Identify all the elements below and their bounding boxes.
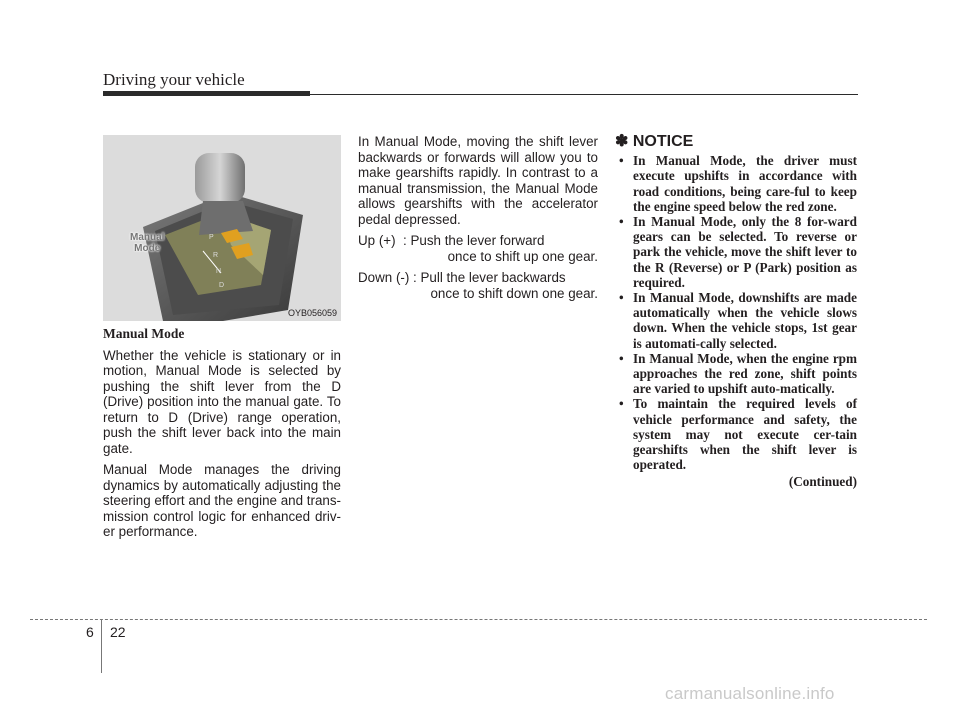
paragraph: Manual Mode manages the driving dynamics by automatically adjusting the steering effort and the engine and trans-mission control logic for enhanced driv-er performance. [103, 462, 341, 539]
svg-text:R: R [213, 252, 219, 259]
list-item: • In Manual Mode, only the 8 for-ward gears can be selected. To reverse or park the vehicle, move the shift lever to the R (Reverse) or P (Park) position as required. [619, 214, 857, 290]
svg-text:N: N [216, 268, 222, 275]
svg-text:P: P [209, 234, 214, 241]
column-1 [103, 326, 341, 540]
section-number: 6 [86, 624, 94, 640]
footer-rule [30, 619, 927, 620]
header-rule [310, 94, 858, 95]
notice-box [615, 134, 857, 490]
shift-lever-illustration [103, 135, 341, 321]
manual-mode-callout: Manual Mode [130, 232, 165, 254]
page-number: 22 [110, 624, 126, 640]
footer-divider [101, 619, 102, 673]
notice-star-icon: ✽ [615, 133, 629, 150]
notice-list [615, 153, 857, 472]
up-definition: Up (+) : Push the lever forward once to shift up one gear. [358, 233, 598, 264]
paragraph: Whether the vehicle is stationary or in motion, Manual Mode is selected by pushing the shift lever from the D (Drive) position into the manual gate. To return to D (Drive) range operation, push the shift lever back into the main gate. [103, 347, 341, 456]
continued-label: (Continued) [788, 474, 857, 490]
shift-lever-figure [103, 135, 341, 321]
list-item: • In Manual Mode, downshifts are made automatically when the vehicle slows down. When the vehicle stops, 1st gear is automati-cally selected. [619, 290, 857, 351]
header-title: Driving your vehicle [103, 70, 245, 89]
svg-text:D: D [219, 282, 225, 289]
list-item: • In Manual Mode, the driver must execute upshifts in accordance with road conditions, being care-ful to keep the engine speed below the red zone. [619, 153, 857, 214]
header-bar [103, 91, 310, 96]
watermark: carmanualsonline.info [665, 684, 835, 703]
manual-mode-heading: Manual Mode [103, 326, 185, 341]
notice-heading: ✽ NOTICE [615, 133, 694, 150]
column-2 [358, 134, 598, 301]
paragraph: In Manual Mode, moving the shift lever backwards or forwards will allow you to make gearshifts rapidly. In contrast to a manual transmission, the Manual Mode allows gearshifts with the accelerator pedal depressed. [358, 134, 598, 227]
figure-code: OYB056059 [287, 308, 337, 318]
list-item: • In Manual Mode, when the engine rpm approaches the red zone, shift points are varied to upshift auto-matically. [619, 350, 857, 397]
down-definition: Down (-) : Pull the lever backwards once to shift down one gear. [358, 270, 598, 301]
list-item: • To maintain the required levels of vehicle performance and safety, the system may not execute cer-tain gearshifts when the shift lever is operated. [619, 396, 857, 473]
